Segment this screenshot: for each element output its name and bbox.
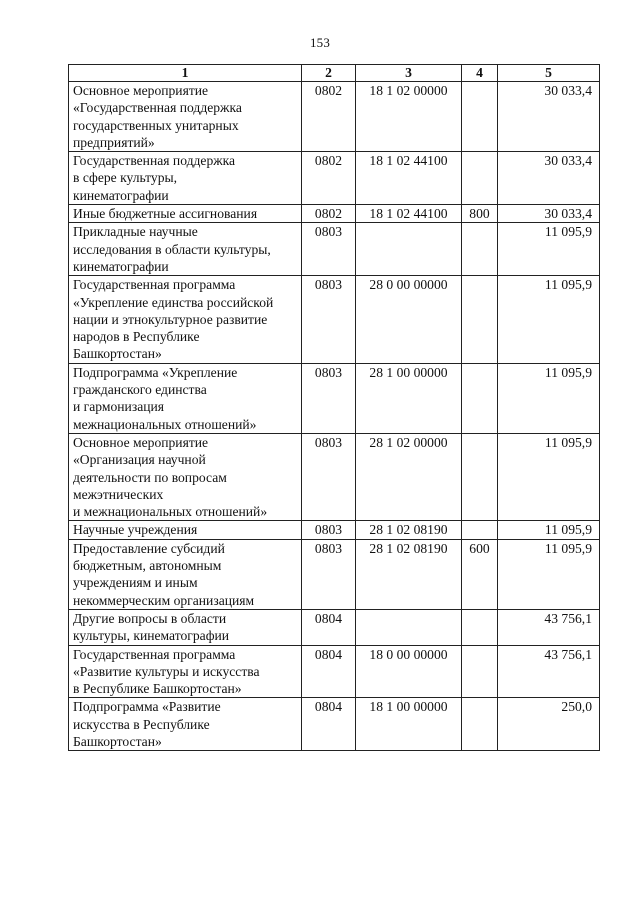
row-name-cell (69, 205, 302, 223)
table-row (69, 205, 600, 223)
row-article-cell: 28 1 02 08190 (356, 521, 462, 539)
row-name-line: Государственная программа (73, 277, 236, 293)
row-name-line: Иные бюджетные ассигнования (73, 206, 258, 222)
row-section-cell: 0803 (302, 276, 356, 363)
row-section-cell: 0804 (302, 698, 356, 751)
row-amount-cell: 250,0 (498, 698, 600, 751)
row-name-line: и гармонизация (73, 399, 165, 415)
row-name-line: культуры, кинематографии (73, 628, 230, 644)
row-amount-cell: 11 095,9 (498, 433, 600, 520)
row-name-line: межнациональных отношений» (73, 416, 257, 432)
row-article-cell: 18 1 02 44100 (356, 152, 462, 205)
row-name-line: Основное мероприятие (73, 83, 209, 98)
row-name-line: кинематографии (73, 187, 169, 203)
table-row (69, 539, 600, 609)
row-name-cell (69, 276, 302, 363)
row-article-cell: 18 1 02 44100 (356, 205, 462, 223)
row-type-cell (462, 433, 498, 520)
row-name-line: исследования в области культуры, (73, 241, 271, 257)
header-col-1: 1 (69, 65, 302, 82)
row-name-line: Научные учреждения (73, 522, 198, 538)
row-name-cell (69, 645, 302, 698)
row-name-line: Подпрограмма «Укрепление (73, 364, 238, 380)
table-row (69, 363, 600, 433)
row-type-cell: 800 (462, 205, 498, 223)
row-section-cell: 0802 (302, 152, 356, 205)
row-section-cell: 0803 (302, 433, 356, 520)
row-type-cell (462, 521, 498, 539)
header-col-2: 2 (302, 65, 356, 82)
row-section-cell: 0804 (302, 645, 356, 698)
row-amount-cell: 11 095,9 (498, 363, 600, 433)
row-name-line: государственных унитарных (73, 117, 239, 133)
table-row (69, 82, 600, 152)
row-amount-cell: 11 095,9 (498, 276, 600, 363)
row-type-cell: 600 (462, 539, 498, 609)
table-row (69, 223, 600, 276)
table-row (69, 433, 600, 520)
table-row (69, 645, 600, 698)
row-name-cell (69, 521, 302, 539)
row-article-cell (356, 223, 462, 276)
row-type-cell (462, 152, 498, 205)
row-type-cell (462, 223, 498, 276)
row-section-cell: 0802 (302, 82, 356, 152)
row-article-cell: 28 1 02 08190 (356, 539, 462, 609)
row-name-line: «Укрепление единства российской (73, 294, 274, 310)
row-type-cell (462, 698, 498, 751)
row-article-cell: 28 1 02 00000 (356, 433, 462, 520)
row-name-line: народов в Республике (73, 329, 200, 345)
row-name-cell (69, 152, 302, 205)
header-col-4: 4 (462, 65, 498, 82)
row-amount-cell: 43 756,1 (498, 645, 600, 698)
table-row (69, 698, 600, 751)
row-name-cell (69, 433, 302, 520)
row-type-cell (462, 645, 498, 698)
table-body (69, 82, 600, 751)
row-name-line: Государственная программа (73, 646, 236, 662)
row-name-line: Предоставление субсидий (73, 540, 225, 556)
header-col-5: 5 (498, 65, 600, 82)
row-name-line: в сфере культуры, (73, 170, 178, 186)
row-amount-cell: 30 033,4 (498, 152, 600, 205)
row-amount-cell: 43 756,1 (498, 609, 600, 645)
row-type-cell (462, 363, 498, 433)
row-name-line: в Республике Башкортостан» (73, 681, 242, 697)
row-article-cell: 28 1 00 00000 (356, 363, 462, 433)
row-article-cell: 18 1 00 00000 (356, 698, 462, 751)
row-name-line: межэтнических (73, 486, 164, 502)
row-name-line: кинематографии (73, 258, 169, 274)
row-name-cell (69, 698, 302, 751)
row-name-cell (69, 539, 302, 609)
row-name-line: некоммерческим организациям (73, 592, 255, 608)
row-article-cell: 28 0 00 00000 (356, 276, 462, 363)
row-article-cell (356, 609, 462, 645)
row-name-cell (69, 363, 302, 433)
row-name-line: Другие вопросы в области (73, 610, 227, 626)
row-name-line: нации и этнокультурное развитие (73, 311, 268, 327)
row-section-cell: 0803 (302, 223, 356, 276)
row-name-line: «Организация научной (73, 452, 206, 468)
row-name-line: Башкортостан» (73, 346, 162, 362)
row-amount-cell: 11 095,9 (498, 223, 600, 276)
row-section-cell: 0802 (302, 205, 356, 223)
row-name-line: предприятий» (73, 134, 155, 150)
row-type-cell (462, 82, 498, 152)
row-name-line: «Развитие культуры и искусства (73, 663, 260, 679)
row-amount-cell: 30 033,4 (498, 205, 600, 223)
row-name-cell (69, 223, 302, 276)
row-name-line: Прикладные научные (73, 224, 198, 240)
row-name-cell (69, 609, 302, 645)
table-header-row (69, 65, 600, 82)
row-section-cell: 0803 (302, 521, 356, 539)
row-name-line: деятельности по вопросам (73, 469, 227, 485)
row-name-line: Подпрограмма «Развитие (73, 699, 221, 715)
row-name-line: «Государственная поддержка (73, 100, 242, 116)
row-name-line: гражданского единства (73, 382, 207, 398)
row-name-line: бюджетным, автономным (73, 558, 222, 574)
budget-table (68, 64, 600, 751)
row-amount-cell: 11 095,9 (498, 521, 600, 539)
row-name-line: и межнациональных отношений» (73, 504, 268, 520)
page-number: 153 (309, 35, 331, 50)
row-section-cell: 0803 (302, 539, 356, 609)
table-row (69, 276, 600, 363)
row-name-line: Основное мероприятие (73, 434, 209, 450)
row-article-cell: 18 0 00 00000 (356, 645, 462, 698)
row-name-cell (69, 82, 302, 152)
row-section-cell: 0804 (302, 609, 356, 645)
row-type-cell (462, 609, 498, 645)
row-section-cell: 0803 (302, 363, 356, 433)
row-article-cell: 18 1 02 00000 (356, 82, 462, 152)
table-row (69, 152, 600, 205)
row-name-line: Государственная поддержка (73, 153, 236, 169)
table-row (69, 609, 600, 645)
header-col-3: 3 (356, 65, 462, 82)
row-amount-cell: 30 033,4 (498, 82, 600, 152)
table-row (69, 521, 600, 539)
row-amount-cell: 11 095,9 (498, 539, 600, 609)
row-type-cell (462, 276, 498, 363)
row-name-line: искусства в Республике (73, 716, 210, 732)
row-name-line: Башкортостан» (73, 733, 162, 749)
row-name-line: учреждениям и иным (73, 575, 198, 591)
